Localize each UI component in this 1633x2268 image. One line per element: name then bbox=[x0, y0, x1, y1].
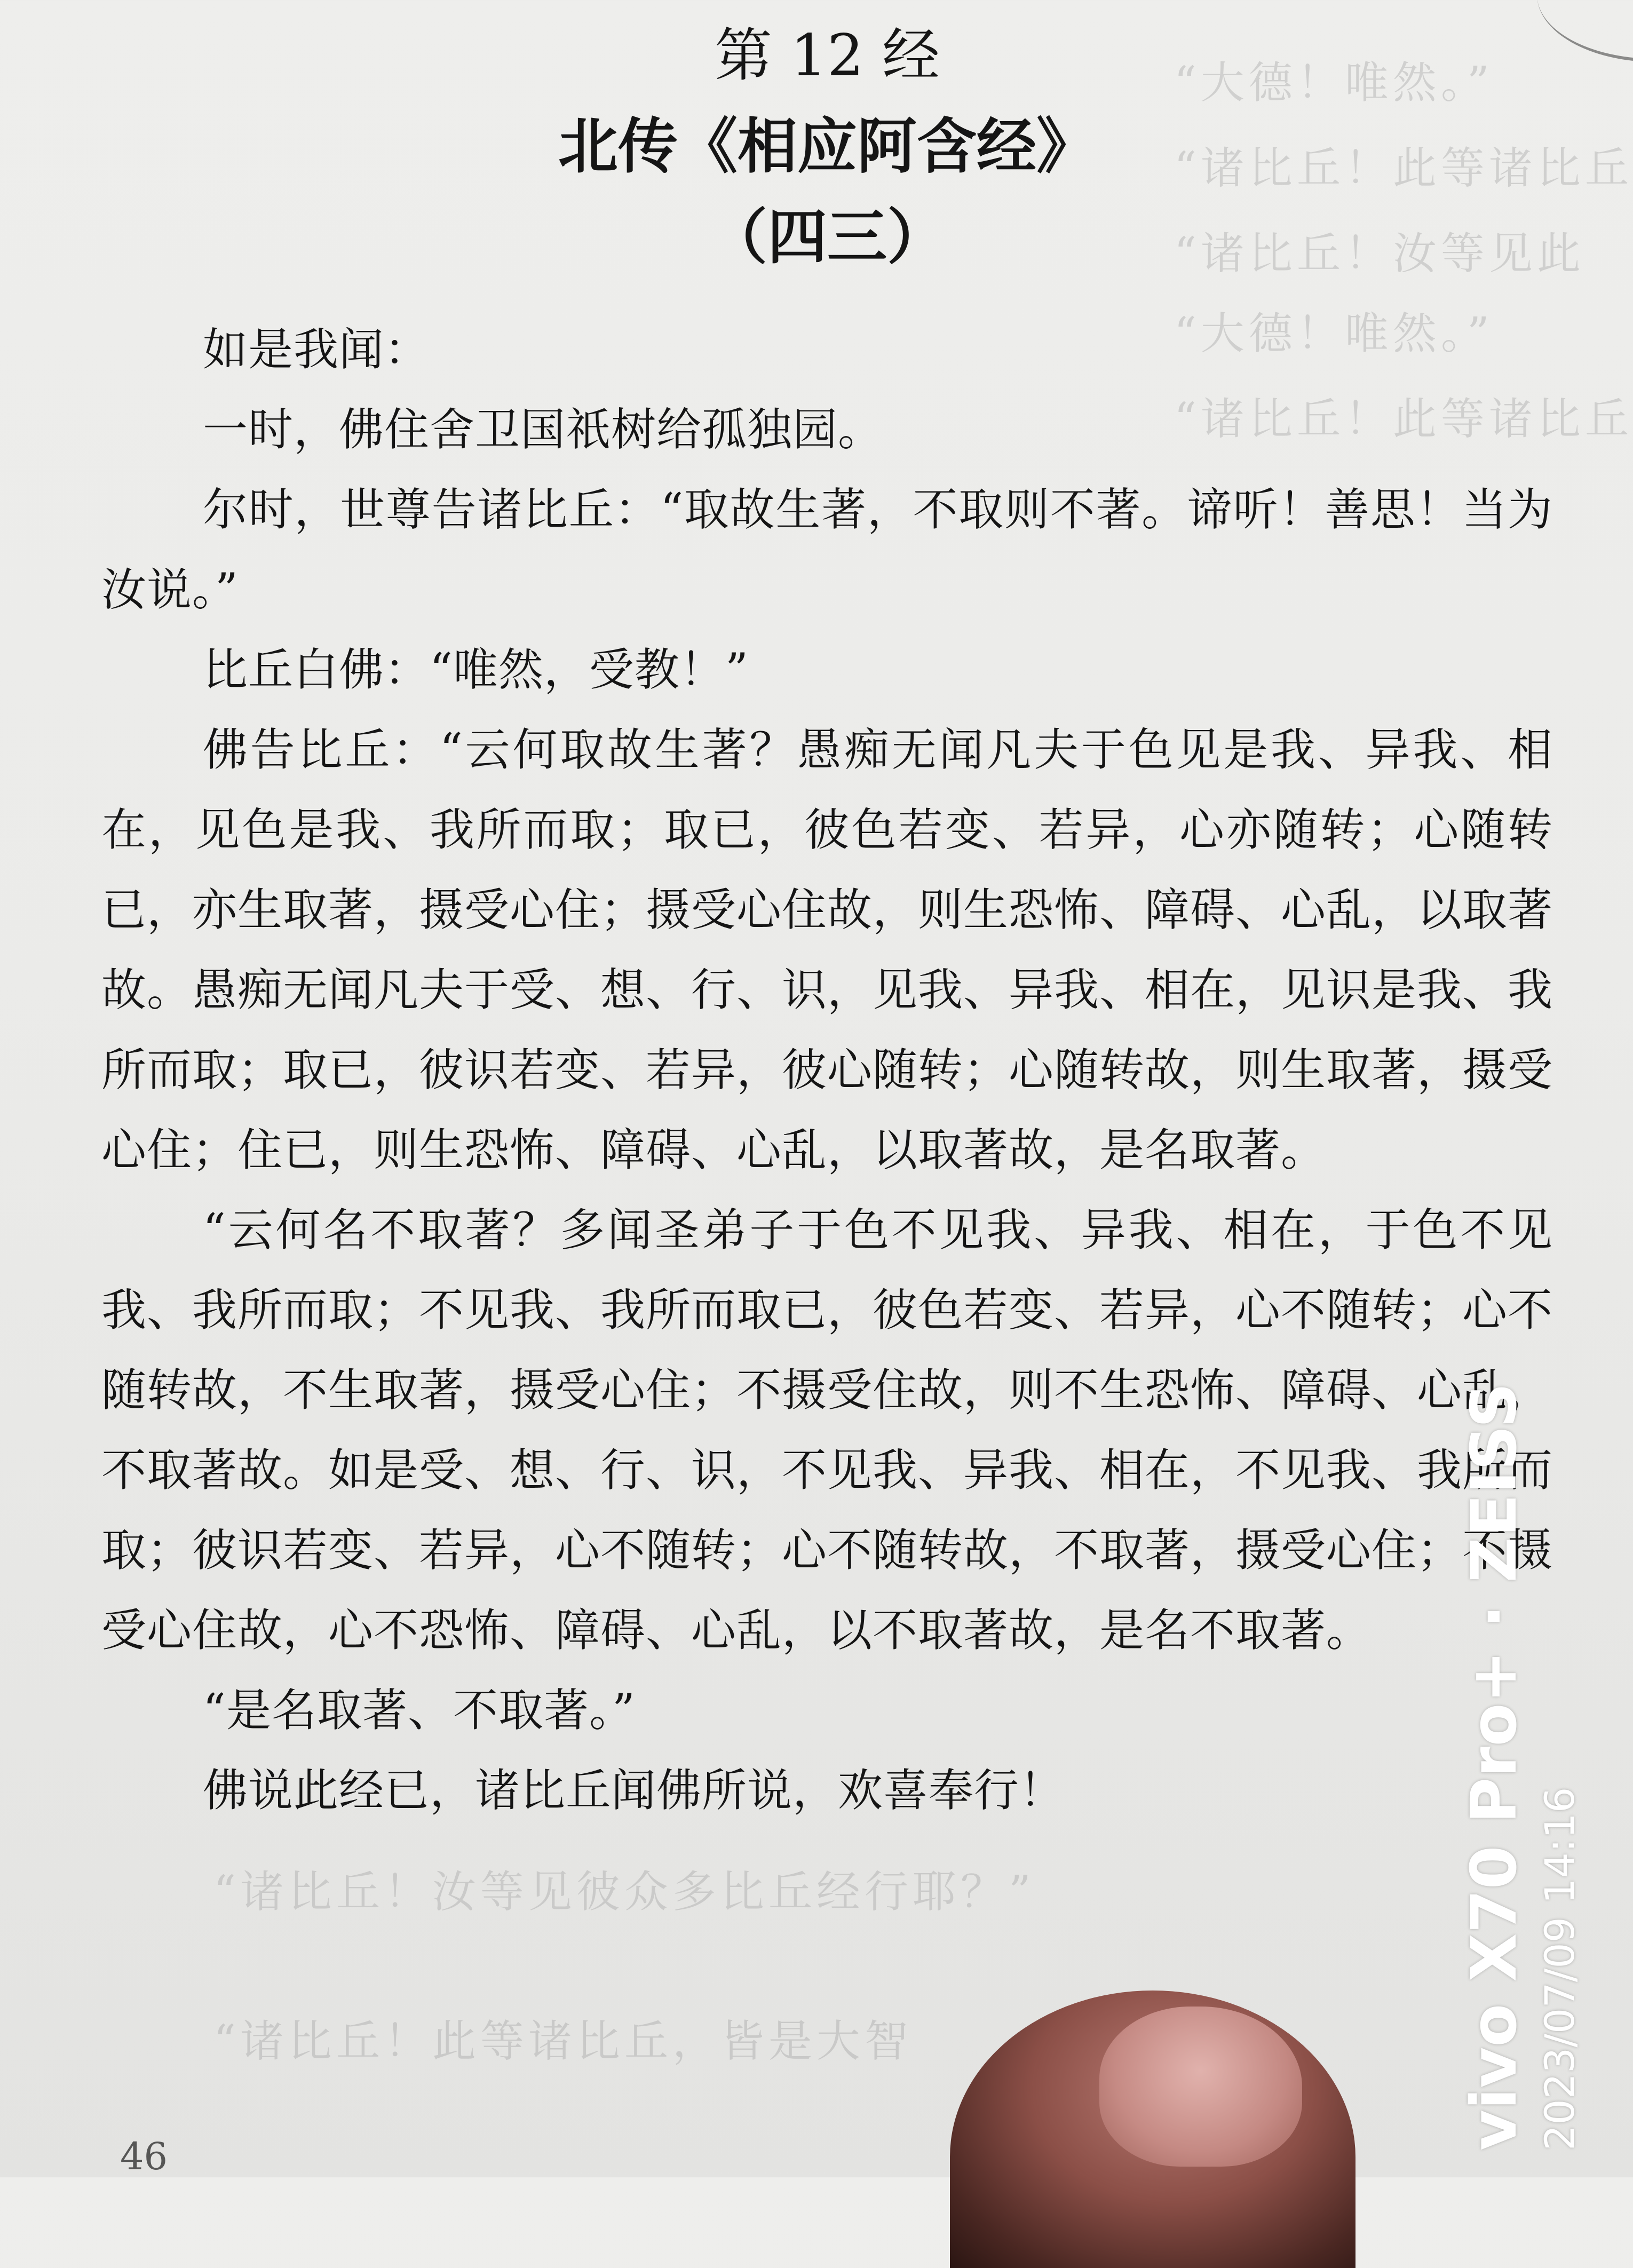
thumbnail-image bbox=[1099, 2007, 1302, 2167]
paragraph-buddha-announces: 尔时，世尊告诸比丘：“取故生著，不取则不著。谛听！善思！当为汝说。” bbox=[101, 483, 1553, 616]
show-through-text: “诸比丘！此等诸比丘 bbox=[1174, 394, 1633, 445]
book-page bbox=[101, 21, 1553, 1830]
show-through-text: “诸比丘！汝等见此 bbox=[1174, 228, 1585, 279]
sutra-subtitle: （四三） bbox=[708, 202, 947, 272]
watermark-brand: vivo X70 Pro+ · ZEISS bbox=[1457, 1382, 1531, 2151]
camera-watermark bbox=[1457, 1382, 1633, 2151]
paragraph-opening: 如是我闻： bbox=[203, 323, 430, 376]
watermark-timestamp: 2023/07/09 14:16 bbox=[1536, 1787, 1583, 2151]
paragraph-summary: “是名取著、不取著。” bbox=[203, 1684, 636, 1736]
paragraph-non-grasping-explained: “云何名不取著？多闻圣弟子于色不见我、异我、相在，于色不见我、我所而取；不见我、我所而取已，彼色若变、若异，心不随转；心不随转故，不生取著，摄受心住；不摄受住故，则不生恐怖、障碍、心乱，不取著故。如是受、想、行、识，不见我、异我、相在，不见我、我所而取；彼识若变、若异，心不随转；心不随转故，不取著，摄受心住；不摄受心住故，心不恐怖、障碍、心乱，以不取著故，是名不取著。 bbox=[101, 1204, 1553, 1656]
page-number: 46 bbox=[120, 2135, 168, 2178]
paragraph-monks-reply: 比丘白佛：“唯然，受教！” bbox=[203, 644, 749, 696]
sutra-title: 北传《相应阿含经》 bbox=[558, 112, 1096, 181]
sutra-number: 第 12 经 bbox=[714, 22, 940, 89]
show-through-text: “大德！唯然。” bbox=[1174, 308, 1494, 359]
show-through-text: “诸比丘！此等诸比丘，皆是大智 bbox=[213, 2016, 913, 2067]
show-through-text: “大德！唯然。” bbox=[1174, 58, 1494, 108]
paragraph-grasping-explained: 佛告比丘：“云何取故生著？愚痴无闻凡夫于色见是我、异我、相在，见色是我、我所而取；取已，彼色若变、若异，心亦随转；心随转已，亦生取著，摄受心住；摄受心住故，则生恐怖、障碍、心乱，以取著故。愚痴无闻凡夫于受、想、行、识，见我、异我、相在，见识是我、我所而取；取已，彼识若变、若异，彼心随转；心随转故，则生取著，摄受心住；住已，则生恐怖、障碍、心乱，以取著故，是名取著。 bbox=[101, 724, 1553, 1176]
sutra-body bbox=[101, 310, 1553, 1830]
paragraph-setting: 一时，佛住舍卫国祇树给孤独园。 bbox=[203, 403, 884, 456]
show-through-text: “诸比丘！此等诸比丘 bbox=[1174, 143, 1633, 194]
show-through-text: “诸比丘！汝等见彼众多比丘经行耶？” bbox=[213, 1867, 1035, 1917]
paragraph-closing: 佛说此经已，诸比丘闻佛所说，欢喜奉行！ bbox=[203, 1764, 1065, 1817]
